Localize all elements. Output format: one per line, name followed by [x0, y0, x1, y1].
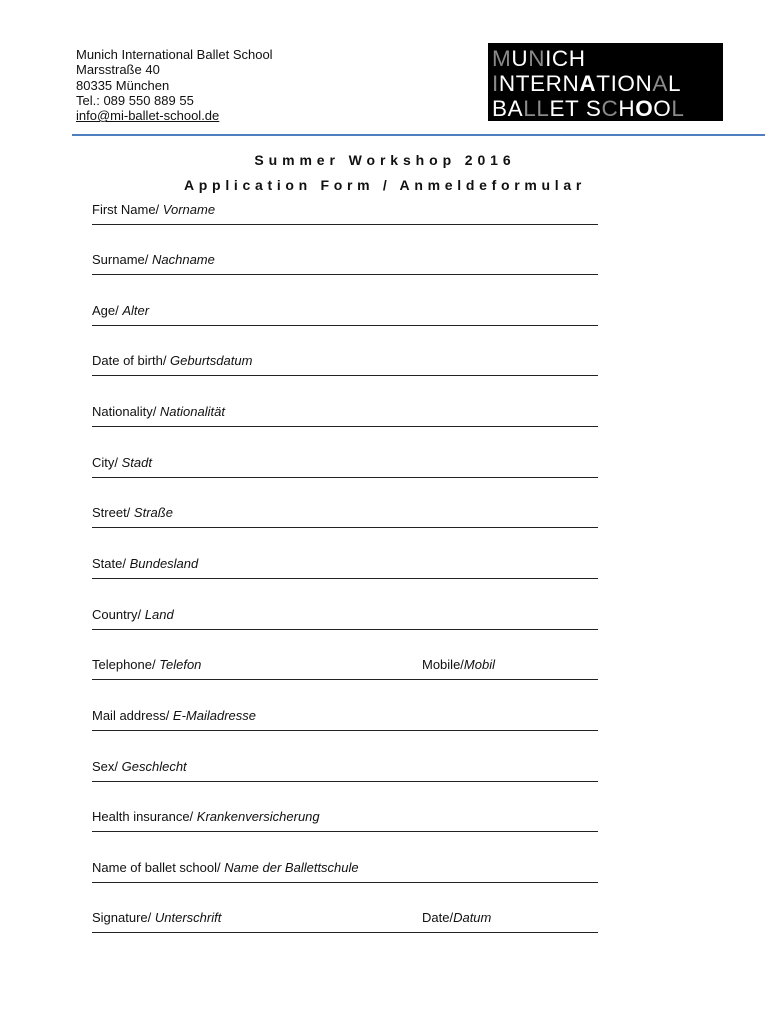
school-address — [76, 47, 273, 123]
mobile-label: Mobile/Mobil — [422, 657, 495, 672]
sex-input[interactable] — [92, 781, 598, 782]
date-label: Date/Datum — [422, 910, 492, 925]
state-input[interactable] — [92, 578, 598, 579]
surname-input[interactable] — [92, 274, 598, 275]
logo-line-3: BALLET SCHOOL — [492, 96, 685, 121]
school-phone: Tel.: 089 550 889 55 — [76, 92, 194, 108]
field-mail-address: Mail address/ E-Mailadresse — [92, 708, 598, 731]
header-divider — [72, 134, 765, 136]
field-city: City/ Stadt — [92, 455, 598, 478]
school-name: Munich International Ballet School — [76, 47, 273, 62]
form-title: Summer Workshop 2016 — [254, 152, 516, 168]
city-input[interactable] — [92, 477, 598, 478]
email-link[interactable]: info@mi-ballet-school.de — [76, 108, 220, 124]
field-ballet-school: Name of ballet school/ Name der Ballettschule — [92, 860, 598, 883]
logo-line-2: INTERNATIONAL — [492, 71, 682, 96]
mail-address-input[interactable] — [92, 730, 598, 731]
field-nationality: Nationality/ Nationalität — [92, 404, 598, 427]
form-subtitle: Application Form / Anmeldeformular — [184, 177, 586, 193]
field-surname: Surname/ Nachname — [92, 252, 598, 275]
signature-input[interactable] — [92, 932, 598, 933]
country-input[interactable] — [92, 629, 598, 630]
logo-line-1: MUNICH — [492, 46, 586, 71]
field-age: Age/ Alter — [92, 303, 598, 326]
field-country: Country/ Land — [92, 607, 598, 630]
date-of-birth-input[interactable] — [92, 375, 598, 376]
street-input[interactable] — [92, 527, 598, 528]
school-street: Marsstraße 40 — [76, 62, 160, 78]
field-telephone: Telephone/ Telefon Mobile/Mobil — [92, 657, 598, 680]
health-insurance-input[interactable] — [92, 831, 598, 832]
field-signature: Signature/ Unterschrift Date/Datum — [92, 910, 598, 933]
school-city: 80335 München — [76, 77, 170, 93]
age-input[interactable] — [92, 325, 598, 326]
field-health-insurance: Health insurance/ Krankenversicherung — [92, 809, 598, 832]
field-sex: Sex/ Geschlecht — [92, 759, 598, 782]
school-logo — [488, 43, 723, 121]
nationality-input[interactable] — [92, 426, 598, 427]
field-state: State/ Bundesland — [92, 556, 598, 579]
field-first-name: First Name/ Vorname — [92, 202, 598, 225]
field-street: Street/ Straße — [92, 505, 598, 528]
ballet-school-input[interactable] — [92, 882, 598, 883]
telephone-input[interactable] — [92, 679, 598, 680]
field-date-of-birth: Date of birth/ Geburtsdatum — [92, 353, 598, 376]
first-name-input[interactable] — [92, 224, 598, 225]
